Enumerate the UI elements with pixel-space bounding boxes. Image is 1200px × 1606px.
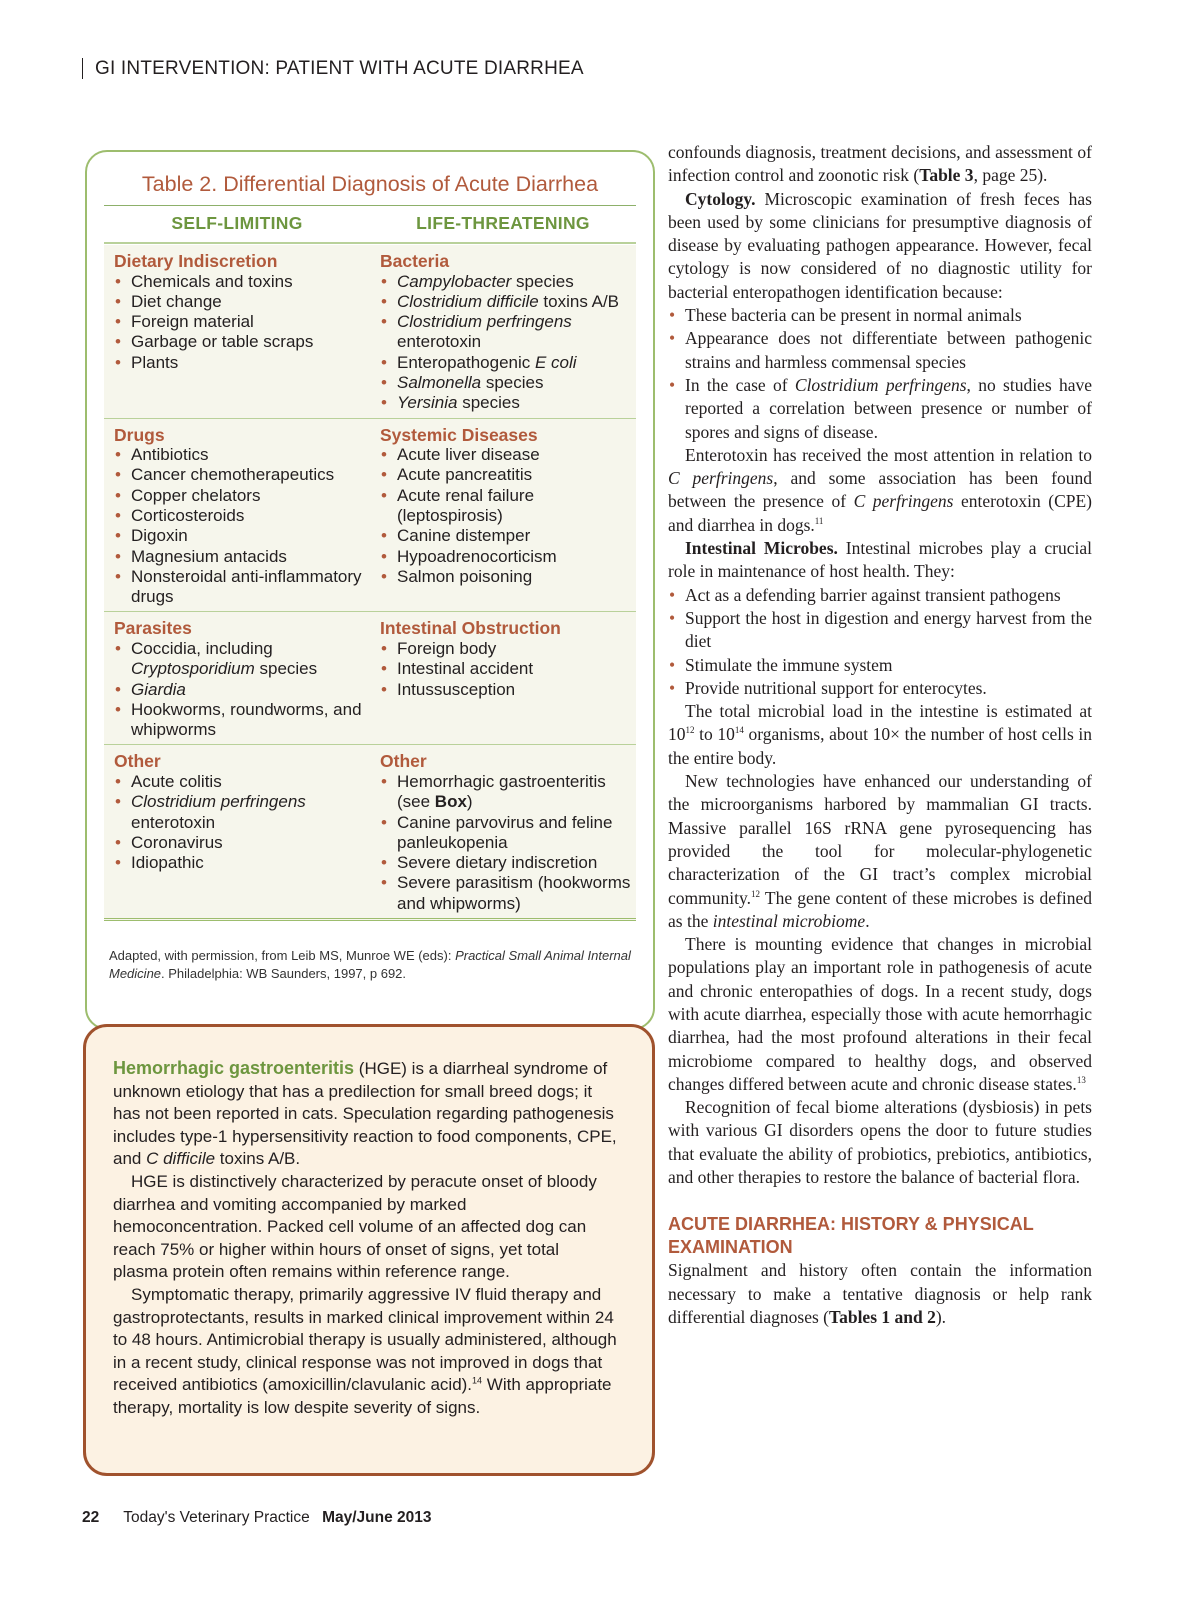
list-item: • Acute pancreatitis [380,465,636,485]
list-item: • Giardia [114,680,370,700]
list-item: • Canine distemper [380,526,636,546]
list-item: • Severe parasitism (hookworms and whipworms) [380,873,636,914]
running-head-text: GI INTERVENTION: PATIENT WITH ACUTE DIARRHEA [82,58,584,79]
list-item: • Acute renal failure (leptospirosis) [380,486,636,527]
table-cell-right [370,751,636,914]
cytology-bullets [668,304,1092,444]
list-item: • Hypoadrenocorticism [380,547,636,567]
table-cell-right [370,618,636,740]
list-item: • Stimulate the immune system [668,654,1092,677]
list-item: • These bacteria can be present in normal animals [668,304,1092,327]
list-item: • Nonsteroidal anti-inflammatory drugs [114,567,370,608]
list-item: • Clostridium perfringens enterotoxin [114,792,370,833]
article-p-confounds: confounds diagnosis, treatment decisions, and assessment of infection control and zoonotic risk (Table 3, page 25). [668,142,1092,186]
table-cell-right [370,251,636,414]
table-row [104,745,636,921]
article-p-recognition: Recognition of fecal biome alterations (dysbiosis) in pets with various GI disorders opens the door to future studies that evaluate the ability of probiotics, prebiotics, antibiotics, and other therapies to restore the balance of bacterial flora. [668,1097,1092,1188]
list-item: • Coccidia, including Cryptosporidium species [114,639,370,680]
article-p-microbes [668,537,1092,584]
hge-p1-text: (HGE) is a diarrheal syndrome of unknown etiology that has a predilection for small breed dogs; it has not been reported in cats. Speculation regarding pathogenesis includes type-1 hypersensitivity reaction to food components, CPE, and C difficile toxins A/B. [113,1059,617,1169]
column-header-self-limiting: SELF-LIMITING [171,213,303,233]
list-item: • Hookworms, roundworms, and whipworms [114,700,370,741]
list-item: • In the case of Clostridium perfringens, no studies have reported a correlation between presence or number of spores and signs of disease. [668,374,1092,444]
list-item: • Hemorrhagic gastroenteritis (see Box) [380,772,636,813]
list-item: • Clostridium perfringens enterotoxin [380,312,636,353]
cytology-run-in-head: Cytology. [685,188,756,209]
list-item: • Enteropathogenic E coli [380,353,636,373]
category-heading: Parasites [114,618,192,639]
list-item: • Intussusception [380,680,636,700]
category-heading: Other [380,751,427,772]
list-item: • Appearance does not differentiate between pathogenic strains and harmless commensal species [668,327,1092,374]
list-item: • Digoxin [114,526,370,546]
page-footer [82,1509,432,1527]
list-item: • Foreign body [380,639,636,659]
list-item: • Antibiotics [114,445,370,465]
list-item: • Salmonella species [380,373,636,393]
table-cell-left [104,425,370,608]
hge-paragraph-3: Symptomatic therapy, primarily aggressive IV fluid therapy and gastroprotectants, results in marked clinical improvement within 24 to 48 hours. Antimicrobial therapy is usually administered, although in a recent study, clinical response was not improved in dogs that received antibiotics (amoxicillin/clavulanic acid).$^{14}$ With appropriate therapy, mortality is low despite severity of signs. [113,1284,617,1417]
microbes-run-in-head: Intestinal Microbes. [685,538,838,559]
table-2 [85,150,655,1030]
category-items [114,272,370,373]
table-rule [104,205,636,206]
list-item: • Garbage or table scraps [114,332,370,352]
list-item: • Severe dietary indiscretion [380,853,636,873]
list-item: • Chemicals and toxins [114,272,370,292]
hge-paragraph-1 [113,1057,618,1171]
list-item: • Diet change [114,292,370,312]
table-row [104,245,636,419]
list-item: • Provide nutritional support for enterocytes. [668,677,1092,700]
article-p-enterotoxin: Enterotoxin has received the most attention in relation to C perfringens, and some association has been found between the presence of C perfringens enterotoxin (CPE) and diarrhea in dogs.$^{11}$ [668,444,1093,535]
table-row [104,612,636,745]
hge-text [113,1057,618,1420]
list-item: • Corticosteroids [114,506,370,526]
category-items [380,772,636,914]
category-heading: Systemic Diseases [380,424,538,445]
table-column-headers [104,213,636,239]
table-row [104,419,636,613]
table-title: Table 2. Differential Diagnosis of Acute Diarrhea [141,172,599,196]
microbes-bullets [668,584,1092,700]
article-column [668,141,1092,1329]
category-items [114,639,370,740]
list-item: • Plants [114,353,370,373]
category-items [380,272,636,414]
hge-sidebar-box [83,1024,655,1476]
list-item: • Copper chelators [114,486,370,506]
category-items [114,772,370,873]
list-item: • Clostridium difficile toxins A/B [380,292,636,312]
table-cell-left [104,618,370,740]
table-cell-right [370,425,636,608]
list-item: • Act as a defending barrier against transient pathogens [668,584,1092,607]
list-item: • Canine parvovirus and feline panleukopenia [380,813,636,854]
category-heading: Bacteria [380,251,450,271]
issue-date: May/June 2013 [322,1509,432,1526]
list-item: • Acute liver disease [380,445,636,465]
table-header-rule [104,242,636,244]
hge-paragraph-2: HGE is distinctively characterized by peracute onset of bloody diarrhea and vomiting accompanied by marked hemoconcentration. Packed cell volume of an affected dog can reach 75% or higher within hours of onset of signs, yet total plasma protein often remains within reference range. [113,1171,597,1282]
list-item: • Cancer chemotherapeutics [114,465,370,485]
column-header-life-threatening: LIFE-THREATENING [416,213,590,233]
article-p-cytology [668,188,1092,304]
category-heading: Dietary Indiscretion [114,251,278,271]
list-item: • Coronavirus [114,833,370,853]
microbes-text: Intestinal microbes play a crucial role in maintenance of host health. They: [668,538,1092,582]
table-cell-left [104,751,370,914]
hge-lead: Hemorrhagic gastroenteritis [113,1058,355,1078]
article-p-signalment: Signalment and history often contain the information necessary to make a tentative diagnosis or help rank differential diagnoses (Tables 1 and 2). [668,1260,1092,1327]
table-note-text: Adapted, with permission, from Leib MS, Munroe WE (eds): Practical Small Animal Internal Medicine. Philadelphia: WB Saunders, 1997, p 692. [109,948,631,981]
table-source-note [109,947,631,983]
category-items [114,445,370,607]
list-item: • Idiopathic [114,853,370,873]
list-item: • Intestinal accident [380,659,636,679]
article-p-evidence: There is mounting evidence that changes in microbial populations play an important role in pathogenesis of acute and chronic enteropathies of dogs. In a recent study, dogs with acute diarrhea, especially those with acute hemorrhagic diarrhea, had the most profound alterations in their fecal microbiome compared to healthy dogs, and observed changes differed between acute and chronic disease states.$^{13}$ [668,934,1092,1094]
category-heading: Drugs [114,424,165,445]
category-items [380,445,636,587]
category-items [380,639,636,700]
list-item: • Magnesium antacids [114,547,370,567]
running-head [82,58,584,80]
section-heading: ACUTE DIARRHEA: HISTORY & PHYSICAL EXAMINATION [668,1214,1034,1258]
category-heading: Intestinal Obstruction [380,618,561,639]
page-number: 22 [82,1509,100,1526]
cytology-text: Microscopic examination of fresh feces has been used by some clinicians for presumptive diagnosis of disease by evaluating pathogen appearance. However, fecal cytology is now considered of no diagnostic utility for bacterial enteropathogen identification because: [668,188,1092,302]
article-p-tech: New technologies have enhanced our understanding of the microorganisms harbored by mammalian GI tracts. Massive parallel 16S rRNA gene pyrosequencing has provided the tool for molecular-phylogenetic characterization of the GI tract’s complex microbial community.$^{12}$ The gene content of these microbes is defined as the intestinal microbiome. [668,771,1092,931]
table-cell-left [104,251,370,414]
list-item: • Yersinia species [380,393,636,413]
list-item: • Foreign material [114,312,370,332]
article-p-load: The total microbial load in the intestine is estimated at $10^{12}$ to $10^{14}$ organisms, about 10× the number of host cells in the entire body. [668,701,1092,768]
category-heading: Other [114,751,161,772]
magazine-name: Today's Veterinary Practice [123,1509,310,1526]
table-body [104,245,636,921]
list-item: • Salmon poisoning [380,567,636,587]
list-item: • Acute colitis [114,772,370,792]
list-item: • Support the host in digestion and energy harvest from the diet [668,607,1092,654]
list-item: • Campylobacter species [380,272,636,292]
